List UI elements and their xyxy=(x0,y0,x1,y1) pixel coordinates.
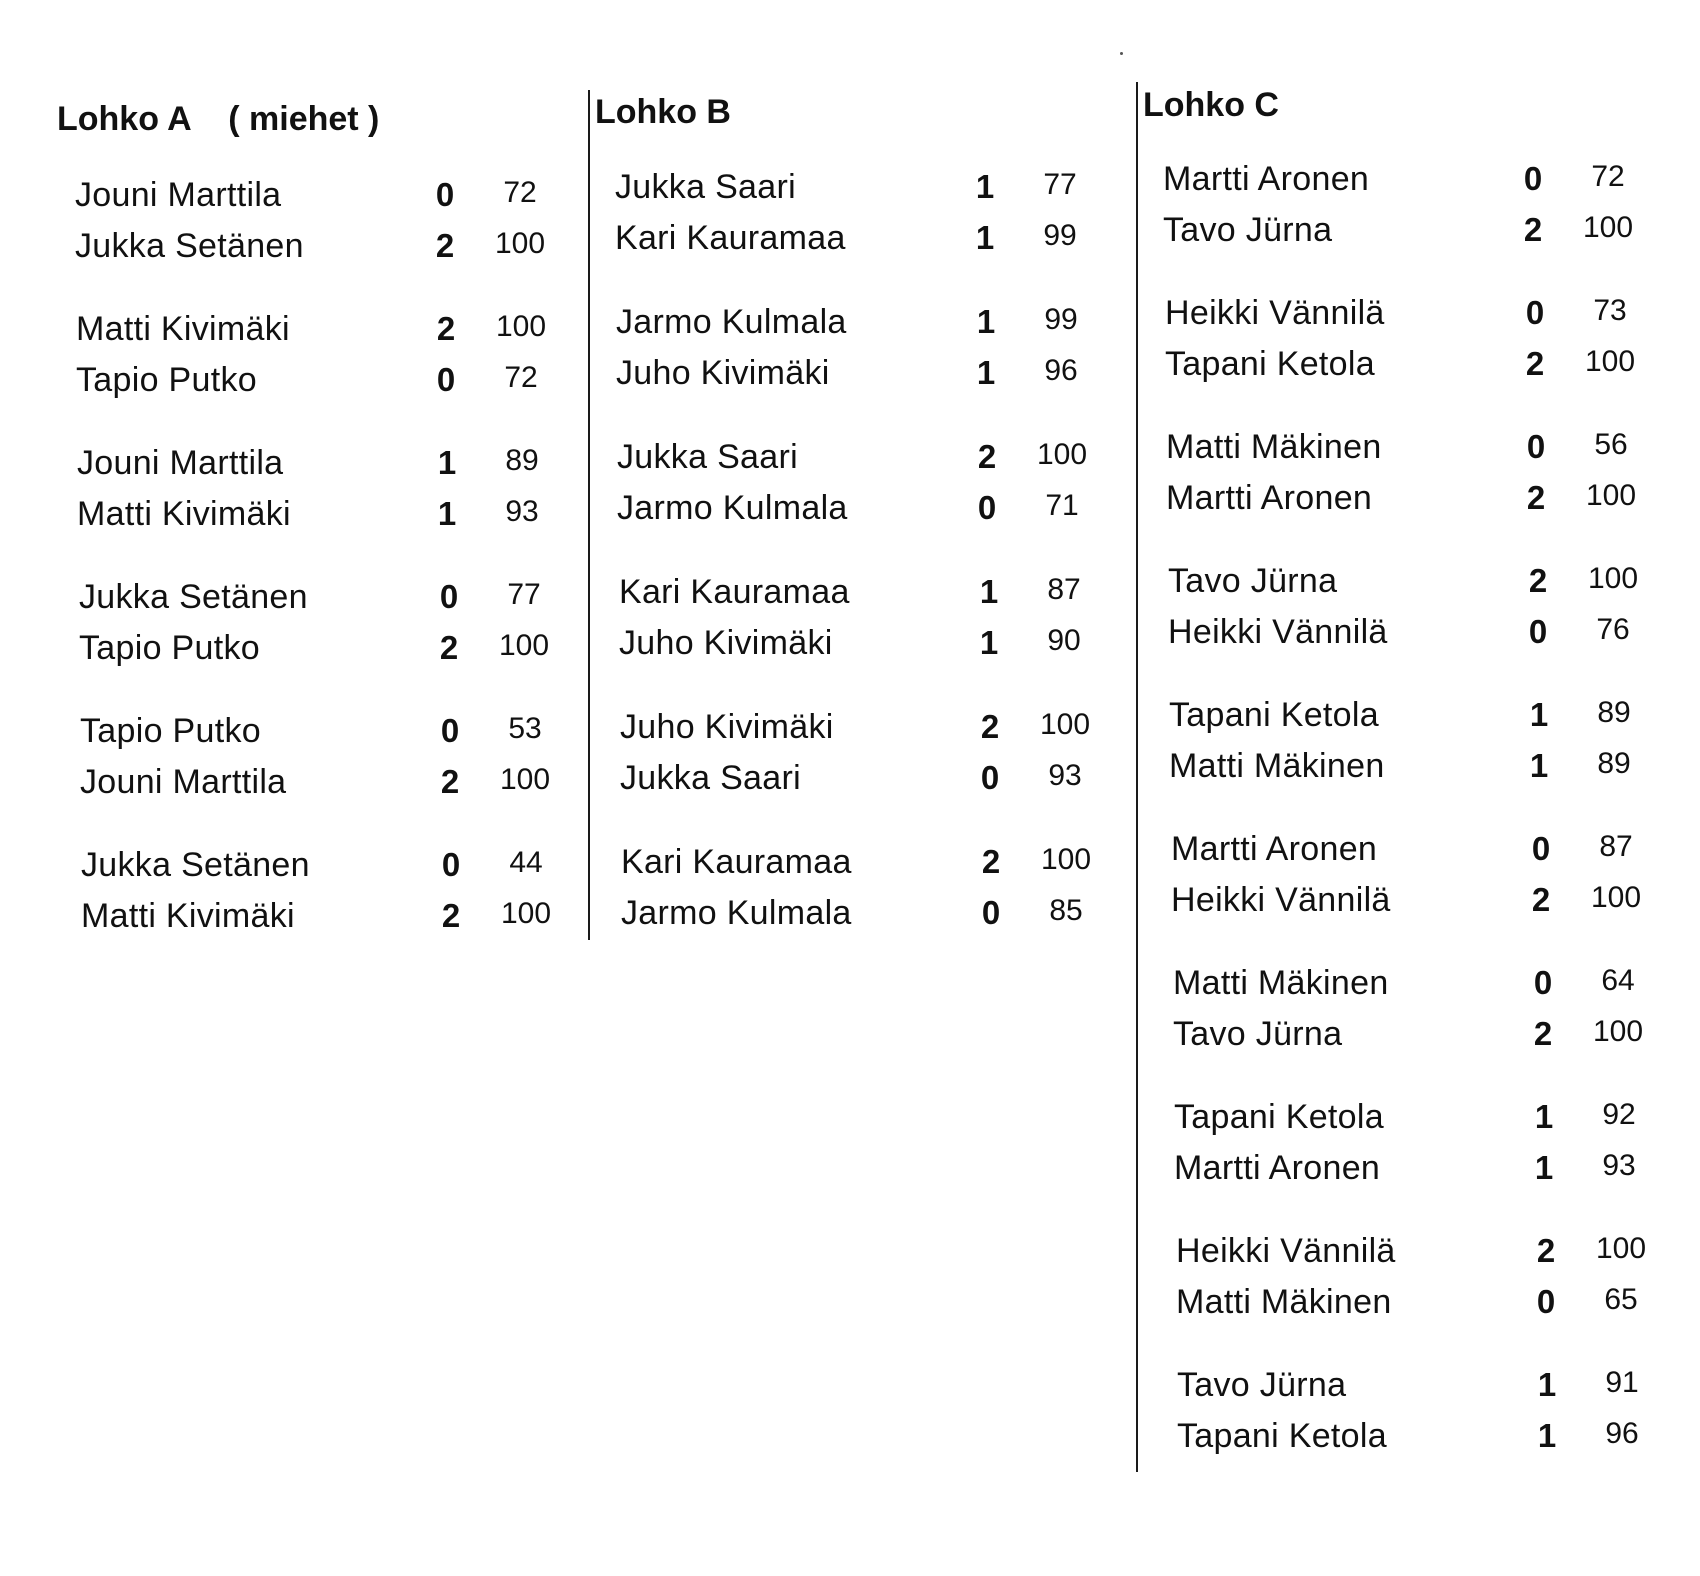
match xyxy=(1176,1232,1696,1342)
player-row xyxy=(616,354,1136,404)
player-points: 100 xyxy=(1585,479,1637,512)
player-points: 99 xyxy=(1043,219,1077,252)
player-name: Matti Mäkinen xyxy=(1176,1283,1392,1321)
player-wins: 0 xyxy=(441,846,461,883)
player-wins: 2 xyxy=(1523,211,1543,248)
player-wins: 1 xyxy=(437,495,457,532)
player-name: Heikki Vännilä xyxy=(1176,1232,1396,1270)
player-points: 100 xyxy=(499,763,551,796)
player-wins: 1 xyxy=(1529,696,1549,733)
player-name: Kari Kauramaa xyxy=(621,843,852,881)
player-points: 93 xyxy=(1602,1149,1636,1182)
player-wins: 0 xyxy=(439,578,459,615)
player-wins: 1 xyxy=(437,444,457,481)
player-name: Tavo Jürna xyxy=(1163,211,1333,249)
match xyxy=(80,712,600,822)
player-wins: 1 xyxy=(976,303,996,340)
player-row xyxy=(1163,160,1683,210)
player-points: 87 xyxy=(1047,573,1081,606)
player-points: 100 xyxy=(1584,345,1636,378)
player-wins: 2 xyxy=(436,310,456,347)
player-wins: 0 xyxy=(1523,160,1543,197)
match xyxy=(620,708,1140,818)
player-row xyxy=(1166,479,1686,529)
player-points: 100 xyxy=(1590,881,1642,914)
player-name: Tapani Ketola xyxy=(1169,696,1379,734)
player-wins: 1 xyxy=(1537,1366,1557,1403)
player-name: Matti Kivimäki xyxy=(81,897,295,935)
player-name: Jouni Marttila xyxy=(77,444,284,482)
player-name: Tapio Putko xyxy=(80,712,261,750)
player-name: Jukka Saari xyxy=(620,759,801,797)
player-points: 85 xyxy=(1049,894,1083,927)
player-name: Heikki Vännilä xyxy=(1168,613,1388,651)
player-row xyxy=(1166,428,1686,478)
match xyxy=(81,846,601,956)
player-wins: 0 xyxy=(977,489,997,526)
block-c-title: Lohko C xyxy=(1143,86,1279,124)
player-points: 100 xyxy=(1582,211,1634,244)
player-wins: 1 xyxy=(976,354,996,391)
player-points: 100 xyxy=(1039,708,1091,741)
player-row xyxy=(1176,1232,1696,1282)
match xyxy=(75,176,595,286)
player-wins: 0 xyxy=(1525,294,1545,331)
match xyxy=(1174,1098,1694,1208)
player-points: 100 xyxy=(498,629,550,662)
player-wins: 0 xyxy=(435,176,455,213)
player-row xyxy=(617,489,1137,539)
player-name: Martti Aronen xyxy=(1166,479,1373,517)
player-name: Martti Aronen xyxy=(1163,160,1370,198)
player-row xyxy=(1165,345,1685,395)
player-points: 73 xyxy=(1593,294,1627,327)
match xyxy=(1168,562,1688,672)
player-name: Heikki Vännilä xyxy=(1171,881,1391,919)
player-row xyxy=(616,303,1136,353)
player-name: Jukka Setänen xyxy=(75,227,304,265)
player-row xyxy=(1174,1149,1694,1199)
player-wins: 0 xyxy=(1526,428,1546,465)
player-points: 100 xyxy=(1587,562,1639,595)
player-wins: 2 xyxy=(1531,881,1551,918)
player-row xyxy=(80,712,600,762)
player-wins: 0 xyxy=(1533,964,1553,1001)
player-row xyxy=(75,176,595,226)
player-name: Tavo Jürna xyxy=(1173,1015,1343,1053)
player-points: 93 xyxy=(505,495,539,528)
player-row xyxy=(75,227,595,277)
player-row xyxy=(79,629,599,679)
player-name: Jarmo Kulmala xyxy=(616,303,847,341)
match xyxy=(1171,830,1691,940)
player-row xyxy=(620,708,1140,758)
match xyxy=(1165,294,1685,404)
player-points: 100 xyxy=(1036,438,1088,471)
player-name: Tavo Jürna xyxy=(1177,1366,1347,1404)
player-points: 71 xyxy=(1045,489,1079,522)
player-wins: 0 xyxy=(1536,1283,1556,1320)
player-row xyxy=(620,759,1140,809)
player-row xyxy=(1169,747,1689,797)
player-name: Jarmo Kulmala xyxy=(617,489,848,527)
player-wins: 1 xyxy=(975,219,995,256)
player-points: 89 xyxy=(1597,747,1631,780)
player-name: Juho Kivimäki xyxy=(619,624,833,662)
player-row xyxy=(81,897,601,947)
player-wins: 0 xyxy=(981,894,1001,931)
player-points: 99 xyxy=(1044,303,1078,336)
player-row xyxy=(1169,696,1689,746)
player-row xyxy=(81,846,601,896)
player-points: 44 xyxy=(509,846,543,879)
player-wins: 0 xyxy=(436,361,456,398)
player-row xyxy=(1173,964,1693,1014)
player-wins: 2 xyxy=(435,227,455,264)
player-name: Matti Mäkinen xyxy=(1169,747,1385,785)
player-row xyxy=(1173,1015,1693,1065)
player-name: Tapio Putko xyxy=(76,361,257,399)
player-points: 100 xyxy=(495,310,547,343)
player-row xyxy=(619,624,1139,674)
player-points: 92 xyxy=(1602,1098,1636,1131)
match xyxy=(76,310,596,420)
player-row xyxy=(1171,881,1691,931)
player-name: Jouni Marttila xyxy=(80,763,287,801)
match xyxy=(77,444,597,554)
player-name: Juho Kivimäki xyxy=(616,354,830,392)
player-name: Tavo Jürna xyxy=(1168,562,1338,600)
player-wins: 2 xyxy=(441,897,461,934)
player-wins: 0 xyxy=(980,759,1000,796)
player-row xyxy=(1176,1283,1696,1333)
player-row xyxy=(79,578,599,628)
match xyxy=(79,578,599,688)
player-wins: 1 xyxy=(979,624,999,661)
player-wins: 1 xyxy=(979,573,999,610)
player-points: 53 xyxy=(508,712,542,745)
player-points: 72 xyxy=(1591,160,1625,193)
player-row xyxy=(76,310,596,360)
player-points: 76 xyxy=(1596,613,1630,646)
match xyxy=(616,303,1136,413)
match xyxy=(1169,696,1689,806)
player-points: 100 xyxy=(1592,1015,1644,1048)
player-name: Matti Kivimäki xyxy=(76,310,290,348)
player-points: 96 xyxy=(1605,1417,1639,1450)
player-row xyxy=(1177,1366,1697,1416)
player-row xyxy=(77,495,597,545)
player-points: 65 xyxy=(1604,1283,1638,1316)
player-wins: 1 xyxy=(1529,747,1549,784)
player-row xyxy=(1163,211,1683,261)
player-points: 77 xyxy=(1043,168,1077,201)
player-wins: 1 xyxy=(1534,1149,1554,1186)
player-name: Matti Kivimäki xyxy=(77,495,291,533)
player-name: Kari Kauramaa xyxy=(619,573,850,611)
scan-speck xyxy=(1120,52,1123,55)
player-row xyxy=(621,843,1141,893)
match xyxy=(1177,1366,1697,1476)
player-row xyxy=(1168,562,1688,612)
player-name: Jukka Setänen xyxy=(81,846,310,884)
player-points: 87 xyxy=(1599,830,1633,863)
match xyxy=(621,843,1141,953)
player-points: 93 xyxy=(1048,759,1082,792)
block-b-title: Lohko B xyxy=(595,93,731,131)
player-name: Tapio Putko xyxy=(79,629,260,667)
player-points: 72 xyxy=(503,176,537,209)
player-points: 90 xyxy=(1047,624,1081,657)
match xyxy=(617,438,1137,548)
player-points: 91 xyxy=(1605,1366,1639,1399)
player-row xyxy=(1174,1098,1694,1148)
player-points: 56 xyxy=(1594,428,1628,461)
player-points: 77 xyxy=(507,578,541,611)
player-wins: 2 xyxy=(981,843,1001,880)
player-row xyxy=(80,763,600,813)
player-points: 64 xyxy=(1601,964,1635,997)
player-row xyxy=(1177,1417,1697,1467)
player-wins: 2 xyxy=(1528,562,1548,599)
match xyxy=(615,168,1135,278)
player-wins: 2 xyxy=(1533,1015,1553,1052)
match xyxy=(619,573,1139,683)
player-wins: 1 xyxy=(1537,1417,1557,1454)
player-name: Martti Aronen xyxy=(1171,830,1378,868)
player-wins: 2 xyxy=(1526,479,1546,516)
player-wins: 2 xyxy=(977,438,997,475)
player-row xyxy=(1168,613,1688,663)
player-row xyxy=(1165,294,1685,344)
player-wins: 1 xyxy=(1534,1098,1554,1135)
player-name: Matti Mäkinen xyxy=(1166,428,1382,466)
player-points: 100 xyxy=(1595,1232,1647,1265)
player-wins: 2 xyxy=(1536,1232,1556,1269)
player-points: 89 xyxy=(505,444,539,477)
player-row xyxy=(1171,830,1691,880)
player-name: Heikki Vännilä xyxy=(1165,294,1385,332)
match xyxy=(1163,160,1683,270)
player-name: Kari Kauramaa xyxy=(615,219,846,257)
player-name: Tapani Ketola xyxy=(1174,1098,1384,1136)
player-name: Martti Aronen xyxy=(1174,1149,1381,1187)
player-wins: 1 xyxy=(975,168,995,205)
player-name: Jarmo Kulmala xyxy=(621,894,852,932)
player-name: Tapani Ketola xyxy=(1165,345,1375,383)
player-wins: 0 xyxy=(1531,830,1551,867)
player-row xyxy=(77,444,597,494)
player-row xyxy=(617,438,1137,488)
player-name: Jukka Setänen xyxy=(79,578,308,616)
player-row xyxy=(615,219,1135,269)
match xyxy=(1166,428,1686,538)
player-row xyxy=(621,894,1141,944)
player-name: Jukka Saari xyxy=(615,168,796,206)
player-name: Matti Mäkinen xyxy=(1173,964,1389,1002)
player-name: Jouni Marttila xyxy=(75,176,282,214)
player-wins: 2 xyxy=(439,629,459,666)
match xyxy=(1173,964,1693,1074)
player-points: 89 xyxy=(1597,696,1631,729)
player-points: 72 xyxy=(504,361,538,394)
player-name: Juho Kivimäki xyxy=(620,708,834,746)
player-points: 100 xyxy=(494,227,546,260)
player-wins: 2 xyxy=(440,763,460,800)
player-row xyxy=(619,573,1139,623)
player-points: 96 xyxy=(1044,354,1078,387)
player-wins: 0 xyxy=(440,712,460,749)
player-row xyxy=(615,168,1135,218)
player-points: 100 xyxy=(1040,843,1092,876)
player-wins: 2 xyxy=(1525,345,1545,382)
player-points: 100 xyxy=(500,897,552,930)
player-name: Jukka Saari xyxy=(617,438,798,476)
player-wins: 2 xyxy=(980,708,1000,745)
player-name: Tapani Ketola xyxy=(1177,1417,1387,1455)
player-wins: 0 xyxy=(1528,613,1548,650)
block-a-title: Lohko A ( miehet ) xyxy=(57,100,380,138)
player-row xyxy=(76,361,596,411)
